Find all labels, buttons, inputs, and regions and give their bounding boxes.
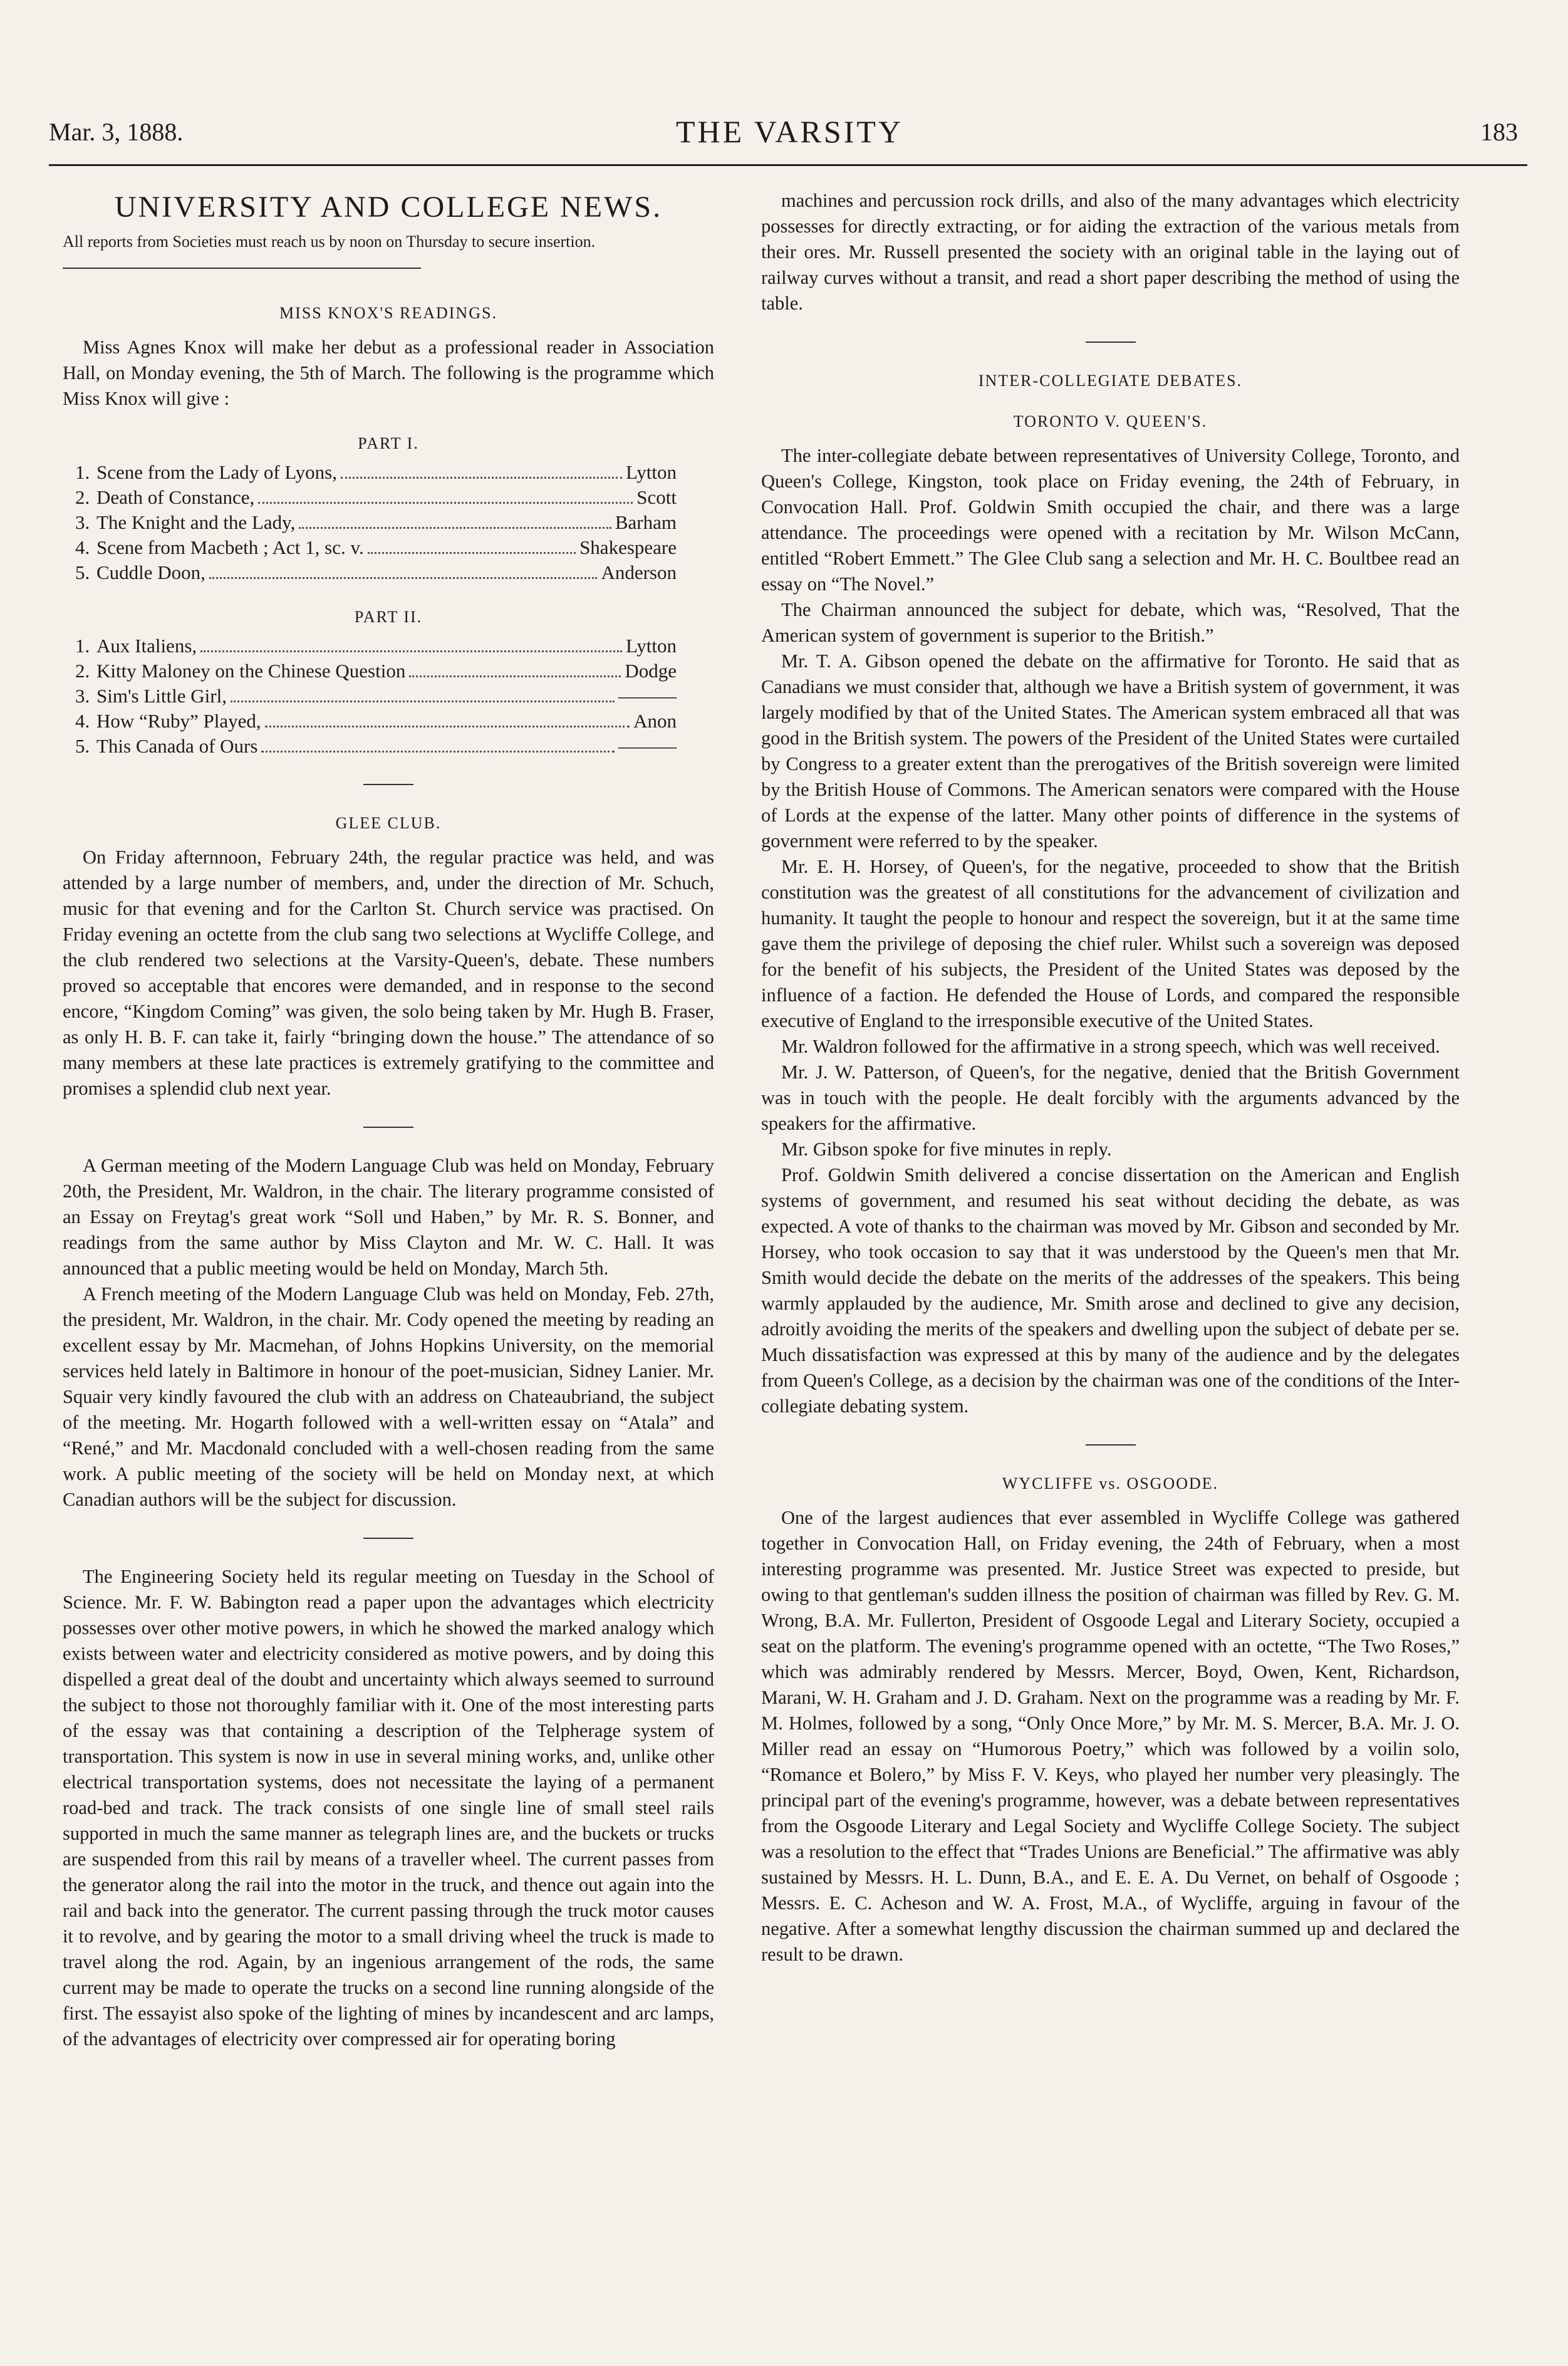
divider <box>1086 1444 1136 1446</box>
divider <box>363 784 413 785</box>
debate-paragraph: Mr. T. A. Gibson opened the debate on the affirmative for Toronto. He said that as Canadians we must consider that, although we have a British system of government, it was largely modified by that of the United States. The American system embraced all that was good in the British system. The powers of the President of the United States were curtailed by Congress to a greater extent than the prerogatives of the British sovereign were limited by the British House of Commons. The American senators were compared with the House of Lords at the expense of the latter. Many other points of difference in the systems of government were referred to by the speaker. <box>761 650 1460 852</box>
divider <box>363 1127 413 1128</box>
programme-item: 4. Scene from Macbeth ; Act 1, sc. v. Shakespeare <box>75 536 677 558</box>
engineering-text: The Engineering Society held its regular meeting on Tuesday in the School of Science. Mr. F. W. Babington read a paper upon the advantages which electricity possesses over other motive powers, in which he showed the marked analogy which exists between water and electricity considered as motive powers, and by doing this dispelled a great deal of the doubt and uncertainty which always seemed to surround the subject to those not thoroughly familiar with it. One of the most interesting parts of the essay was that containing a description of the Telpherage system of transportation. This system is now in use in several mining works, and, unlike other electrical transportation systems, does not necessitate the laying of a permanent road-bed and track. The track consists of one single line of small steel rails supported in much the same manner as telegraph lines are, and the buckets or trucks are suspended from this rail by means of a traveller wheel. The current passes from the generator along the rail into the motor in the truck, and thence out again into the rail and back into the generator. The current passing through the truck motor causes it to revolve, and by gearing the motor to a small driving wheel the truck is made to travel along the rod. Again, by an ingenious arrangement of the rods, the same current may be made to operate the trucks on a second line running alongside of the first. The essayist also spoke of the lighting of mines by incandescent and arc lamps, of the advantages of electricity over compressed air for operating boring <box>63 1566 714 2050</box>
right-column <box>761 188 1460 1967</box>
programme-item: 1. Aux Italiens, Lytton <box>75 635 677 657</box>
mlc-french-text: A French meeting of the Modern Language Club was held on Monday, Feb. 27th, the president, Mr. Waldron, in the chair. Mr. Cody opened the meeting by reading an excellent essay by Mr. Macmehan, of Johns Hopkins University, on the memorial services held lately in Baltimore in honour of the poet-musician, Sidney Lanier. Mr. Squair very kindly favoured the club with an address on Chateaubriand, the subject of the meeting. Mr. Hogarth followed with a well-written essay on “Atala” and “René,” and Mr. Macdonald concluded with a well-chosen reading from the same work. A public meeting of the society will be held on Monday next, at which Canadian authors will be the subject for discussion. <box>63 1283 714 1510</box>
section-title: UNIVERSITY AND COLLEGE NEWS. <box>114 190 663 224</box>
glee-text: On Friday afternnoon, February 24th, the regular practice was held, and was attended by a large number of members, and, under the direction of Mr. Schuch, music for that evening and for the Carlton St. Church service was practised. On Friday evening an octette from the club sang two selections at Wycliffe College, and the club rendered two selections at the Varsity-Queen's, debate. These numbers proved so acceptable that encores were demanded, and in response to the second encore, “Kingdom Coming” was given, the solo being taken by Mr. Hugh B. Fraser, as only H. B. F. can take it, fairly “bringing down the house.” The attendance of so many members at these late practices is extremely gratifying to the committee and promises a splendid club next year. <box>63 847 714 1099</box>
mlc-german-text: A German meeting of the Modern Language Club was held on Monday, February 20th, the President, Mr. Waldron, in the chair. The literary programme consisted of an Essay on Freytag's great work “Soll und Haben,” by Mr. R. S. Bonner, and readings from the same author by Miss Clayton and Mr. W. C. Hall. It was announced that a public meeting would be held on Monday, March 5th. <box>63 1155 714 1279</box>
programme-item: 1. Scene from the Lady of Lyons, Lytton <box>75 461 677 483</box>
programme-item: 3. Sim's Little Girl, ——— <box>75 685 677 707</box>
programme-item: 5. This Canada of Ours ——— <box>75 735 677 757</box>
programme-item: 4. How “Ruby” Played, Anon <box>75 710 677 732</box>
part1-heading: PART I. <box>358 434 419 452</box>
debate-paragraph: The inter-collegiate debate between representatives of University College, Toronto, and Queen's College, Kingston, took place on Friday evening, the 24th of February, in Convocation Hall. Prof. Goldwin Smith occupied the chair, and there was a large attendance. The proceedings were opened with a recitation by Mr. Wilson McCann, entitled “Robert Emmett.” The Glee Club sang a selection and Mr. H. C. Boultbee read an essay on “The Novel.” <box>761 445 1460 595</box>
wycliffe-text: One of the largest audiences that ever assembled in Wycliffe College was gathered together in Convocation Hall, on Friday evening, the 24th of February, when a most interesting programme was presented. Mr. Justice Street was expected to preside, but owing to that gentleman's sudden illness the position of chairman was filled by Rev. G. M. Wrong, B.A. Mr. Fullerton, President of Osgoode Legal and Literary Society, occupied a seat on the platform. The evening's programme opened with an octette, “The Two Roses,” which was admirably rendered by Messrs. Mercer, Boyd, Owen, Kent, Richardson, Marani, W. H. Graham and J. D. Graham. Next on the programme was a reading by Mr. F. M. Holmes, followed by a song, “Only Once More,” by Mr. M. S. Mercer, B.A. Mr. J. O. Miller read an essay on “Humorous Poetry,” which was followed by a voilin solo, “Romance et Bolero,” by Miss F. V. Keys, who played her number very pleasingly. The principal part of the evening's programme, however, was a debate between representatives from the Osgoode Literary and Legal Society and Wycliffe College Society. The subject was a resolution to the effect that “Trades Unions are Beneficial.” The affirmative was ably sustained by Messrs. H. L. Dunn, B.A., and E. E. A. Du Vernet, on behalf of Osgoode ; Messrs. E. C. Acheson and W. A. Frost, M.A., of Wycliffe, arguing in favour of the negative. After a somewhat lengthy discussion the chairman summed up and declared the result to be drawn. <box>761 1507 1460 1965</box>
section-rule <box>63 268 421 269</box>
left-column <box>63 188 714 2052</box>
divider <box>363 1538 413 1539</box>
submission-notice: All reports from Societies must reach us by noon on Thursday to secure insertion. <box>63 232 596 251</box>
programme-item: 5. Cuddle Doon, Anderson <box>75 561 677 583</box>
masthead-title: THE VARSITY <box>675 114 904 149</box>
part1-list <box>75 460 677 585</box>
issue-date: Mar. 3, 1888. <box>49 118 184 146</box>
debates-heading: INTER-COLLEGIATE DEBATES. <box>978 372 1243 390</box>
engineering-continued: machines and percussion rock drills, and also of the many advantages which electricity possesses for directly extracting, or for aiding the extraction of the various metals from their ores. Mr. Russell presented the society with an original table in the laying out of railway curves without a transit, and read a short paper describing the method of using the table. <box>761 190 1460 314</box>
header-rule <box>49 164 1527 166</box>
part2-list <box>75 633 677 759</box>
divider <box>1086 341 1136 343</box>
page-number: 183 <box>1480 118 1518 146</box>
debates-subheading: TORONTO V. QUEEN'S. <box>1013 412 1208 430</box>
debate-paragraph: Prof. Goldwin Smith delivered a concise dissertation on the American and English systems of government, and resumed his seat without deciding the debate, as was expected. A vote of thanks to the chairman was moved by Mr. Gibson and seconded by Mr. Horsey, who took occasion to say that it was understood by the Queen's men that Mr. Smith would decide the debate on the merits of the addresses of the speakers. This being warmly applauded by the audience, Mr. Smith arose and declined to give any decision, adroitly avoiding the merits of the speakers and dwelling upon the subject of debate per se. Much dissatisfaction was expressed at this by many of the audience and by the delegates from Queen's College, as a decision by the chairman was one of the conditions of the Inter-collegiate debating system. <box>761 1164 1460 1417</box>
programme-item: 3. The Knight and the Lady, Barham <box>75 511 677 533</box>
debate-paragraph: Mr. J. W. Patterson, of Queen's, for the negative, denied that the British Government was in touch with the people. He dealt forcibly with the arguments advanced by the speakers for the affirmative. <box>761 1061 1460 1134</box>
programme-item: 2. Death of Constance, Scott <box>75 486 677 508</box>
knox-heading: MISS KNOX'S READINGS. <box>279 304 497 322</box>
debate-paragraph: The Chairman announced the subject for debate, which was, “Resolved, That the American system of government is superior to the British.” <box>761 599 1460 646</box>
debate-paragraph: Mr. Waldron followed for the affirmative in a strong speech, which was well received. <box>781 1036 1440 1057</box>
debate-paragraph: Mr. Gibson spoke for five minutes in reply. <box>781 1139 1112 1160</box>
wycliffe-heading: WYCLIFFE vs. OSGOODE. <box>1002 1474 1219 1493</box>
programme-item: 2. Kitty Maloney on the Chinese Question Dodge <box>75 660 677 682</box>
debate-paragraph: Mr. E. H. Horsey, of Queen's, for the negative, proceeded to show that the British constitution was the greatest of all constitutions for the advancement of civilization and humanity. It taught the people to honour and respect the sovereign, but it at the same time gave them the privilege of deposing the chief ruler. Whilst such a sovereign was deposed for the benefit of his subjects, the President of the United States was deposed by the influence of a faction. He defended the House of Lords, and compared the responsible executive of England to the irresponsible executive of the United States. <box>761 856 1460 1031</box>
page-header <box>49 110 1530 154</box>
knox-intro: Miss Agnes Knox will make her debut as a professional reader in Association Hall, on Monday evening, the 5th of March. The following is the programme which Miss Knox will give : <box>63 336 714 409</box>
glee-heading: GLEE CLUB. <box>335 814 442 832</box>
part2-heading: PART II. <box>354 608 423 626</box>
